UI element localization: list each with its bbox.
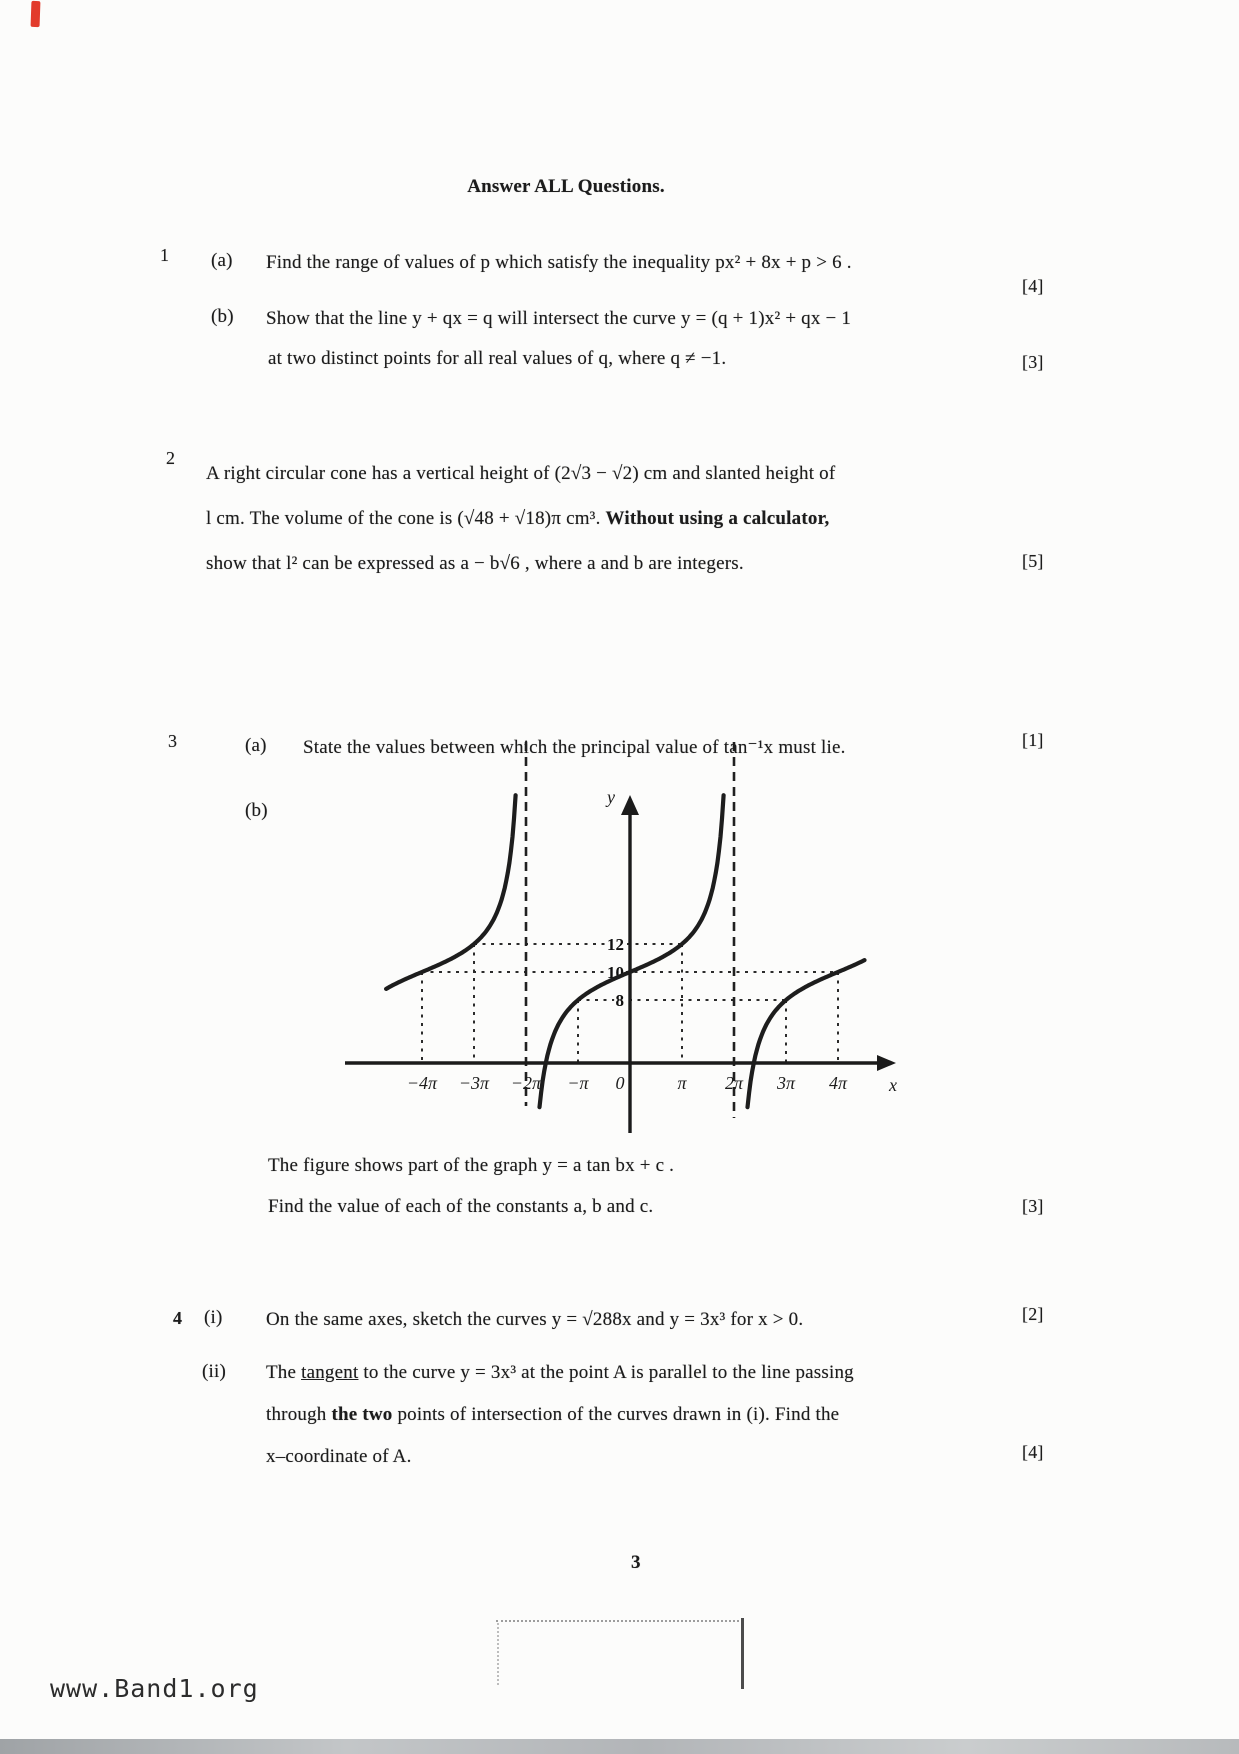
q1a-label: (a) bbox=[211, 250, 233, 271]
q1b-mark: [3] bbox=[1022, 352, 1044, 372]
svg-text:10: 10 bbox=[607, 963, 624, 982]
svg-text:x: x bbox=[889, 1075, 897, 1095]
tan-graph-figure bbox=[330, 690, 910, 1160]
q1b-line2: at two distinct points for all real values of q, where q ≠ −1. bbox=[268, 348, 727, 369]
watermark: www.Band1.org bbox=[50, 1674, 259, 1703]
q1-number: 1 bbox=[160, 245, 170, 265]
q2-line1: A right circular cone has a vertical height of (2√3 − √2) cm and slanted height of bbox=[206, 463, 836, 484]
q3a-label: (a) bbox=[245, 735, 267, 756]
q4ii-label: (ii) bbox=[202, 1361, 227, 1382]
q3-number: 3 bbox=[168, 731, 178, 751]
svg-text:4π: 4π bbox=[828, 1073, 848, 1093]
q1a-mark: [4] bbox=[1022, 276, 1044, 296]
q4i-label: (i) bbox=[204, 1307, 223, 1328]
svg-text:−2π: −2π bbox=[510, 1073, 542, 1093]
svg-text:2π: 2π bbox=[724, 1073, 744, 1093]
svg-text:y: y bbox=[607, 787, 615, 807]
q1b-line1: Show that the line y + qx = q will intersect the curve y = (q + 1)x² + qx − 1 bbox=[266, 308, 852, 329]
svg-text:−π: −π bbox=[567, 1073, 589, 1093]
svg-text:−4π: −4π bbox=[406, 1073, 438, 1093]
q3a-text: State the values between which the principal value of tan⁻¹x must lie. bbox=[303, 737, 846, 758]
scan-edge-bar bbox=[0, 1739, 1239, 1754]
q3b-caption1: The figure shows part of the graph y = a tan bx + c . bbox=[268, 1155, 675, 1176]
scan-artifact-vertical-line bbox=[741, 1618, 744, 1689]
q4-number: 4 bbox=[173, 1308, 183, 1328]
q4ii-line2: through the two points of intersection of the curves drawn in (i). Find the bbox=[266, 1404, 840, 1425]
svg-text:12: 12 bbox=[607, 935, 624, 954]
q3a-mark: [1] bbox=[1022, 730, 1044, 750]
q4i-text: On the same axes, sketch the curves y = √288x and y = 3x³ for x > 0. bbox=[266, 1309, 804, 1330]
q2-line2: l cm. The volume of the cone is (√48 + √18)π cm³. Without using a calculator, bbox=[206, 508, 830, 529]
red-pen-mark bbox=[31, 1, 41, 27]
svg-text:π: π bbox=[677, 1073, 687, 1093]
page-number: 3 bbox=[631, 1552, 641, 1573]
q4ii-mark: [4] bbox=[1022, 1442, 1044, 1462]
q2-number: 2 bbox=[166, 448, 176, 468]
q3b-mark: [3] bbox=[1022, 1196, 1044, 1216]
q1b-label: (b) bbox=[211, 306, 234, 327]
q4ii-line3: x–coordinate of A. bbox=[266, 1446, 412, 1467]
svg-text:0: 0 bbox=[615, 1073, 625, 1093]
scan-artifact-dotted-line bbox=[496, 1620, 743, 1622]
svg-text:3π: 3π bbox=[776, 1073, 796, 1093]
svg-text:−3π: −3π bbox=[458, 1073, 490, 1093]
q3b-label: (b) bbox=[245, 800, 268, 821]
svg-text:8: 8 bbox=[615, 991, 624, 1010]
q3b-caption2: Find the value of each of the constants a, b and c. bbox=[268, 1196, 654, 1217]
page-title: Answer ALL Questions. bbox=[467, 176, 665, 197]
q4i-mark: [2] bbox=[1022, 1304, 1044, 1324]
q2-line3: show that l² can be expressed as a − b√6 , where a and b are integers. bbox=[206, 553, 744, 574]
q1a-text: Find the range of values of p which satisfy the inequality px² + 8x + p > 6 . bbox=[266, 252, 852, 273]
q2-mark: [5] bbox=[1022, 551, 1044, 571]
q4ii-line1: The tangent to the curve y = 3x³ at the point A is parallel to the line passing bbox=[266, 1362, 854, 1383]
scan-artifact-dotted-edge bbox=[497, 1623, 499, 1685]
